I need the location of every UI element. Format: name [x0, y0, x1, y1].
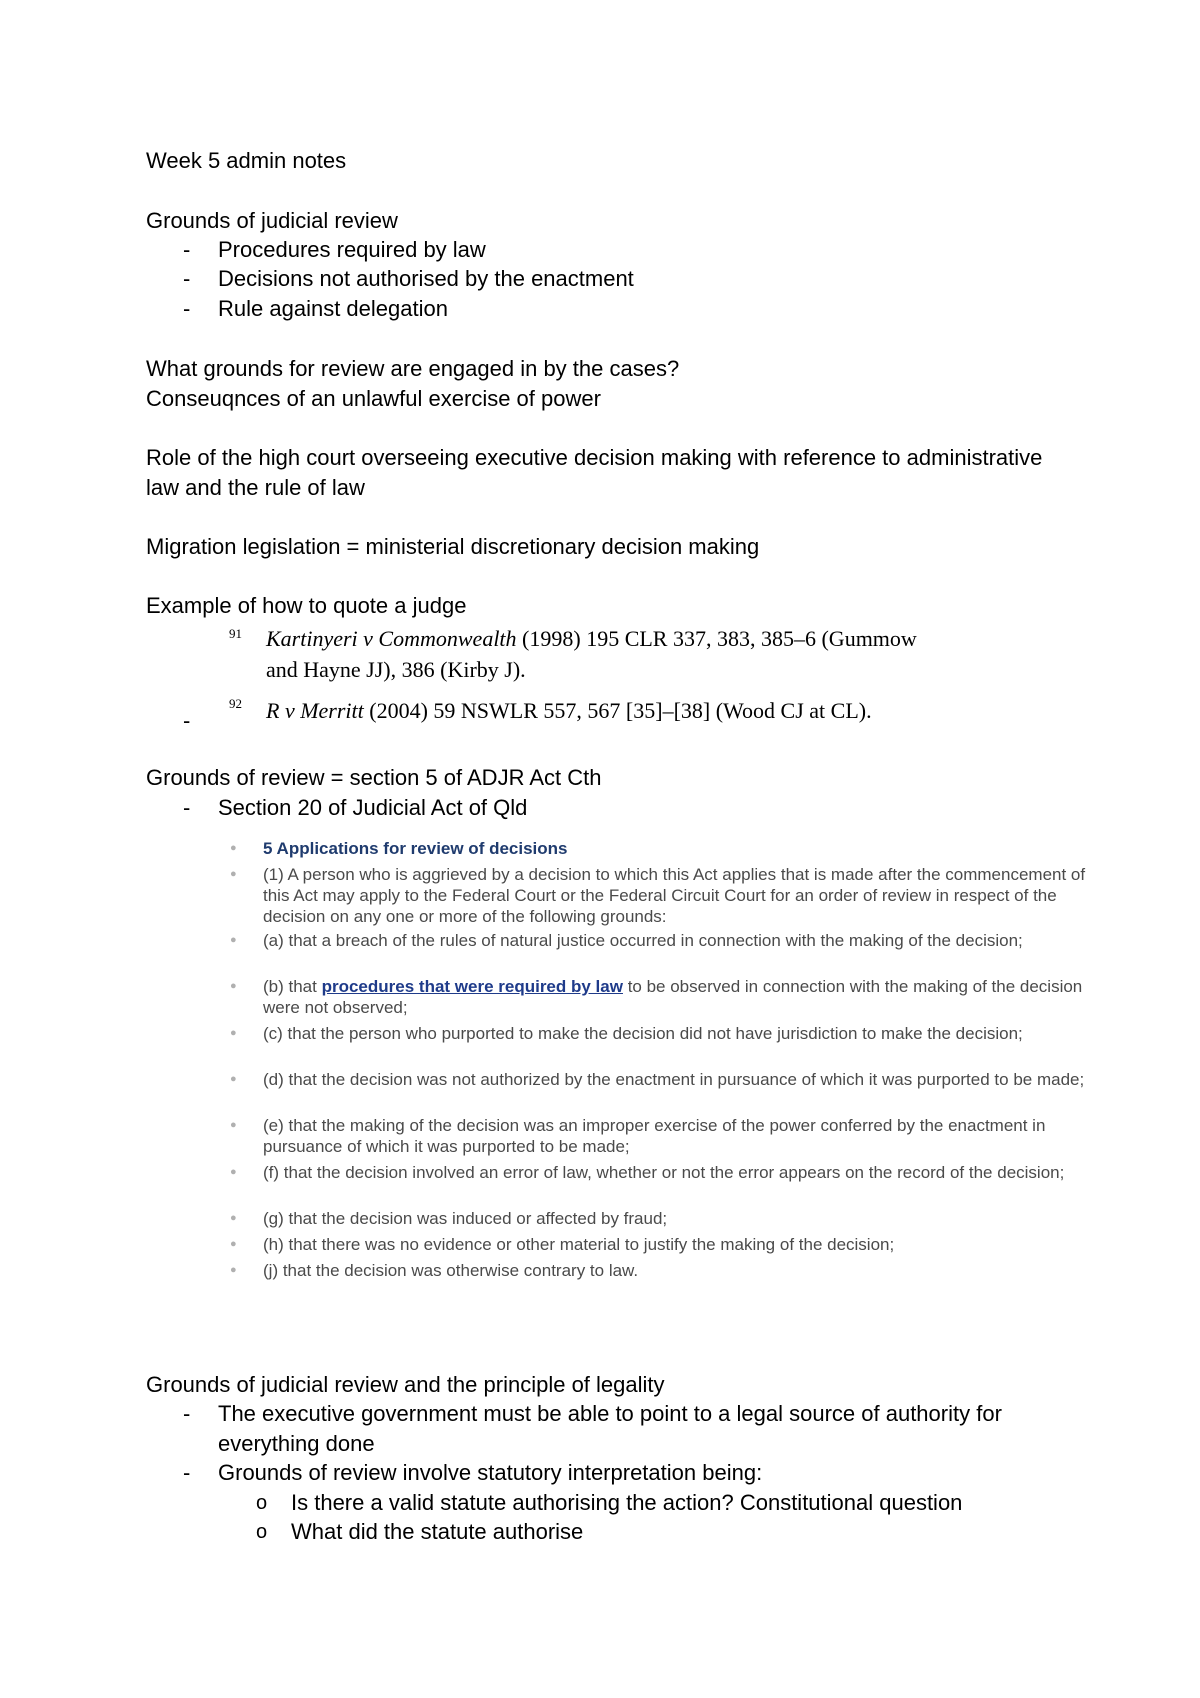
bullet-dot: ● [230, 1212, 237, 1224]
list-item: The executive government must be able to point to a legal source of authority for [218, 1401, 1002, 1426]
bullet-dot: ● [230, 1166, 237, 1178]
footnote-number: 91 [229, 626, 242, 641]
dash-bullet: - [183, 237, 191, 262]
dash-bullet: - [183, 708, 191, 733]
legislation-item-c: (c) that the person who purported to make the decision did not have jurisdiction to make the decision; [263, 1024, 1023, 1043]
role-paragraph-line2: law and the rule of law [146, 475, 365, 500]
bullet-dot: ● [230, 842, 237, 854]
citation-kartinyeri [266, 624, 917, 654]
dash-bullet: - [183, 296, 191, 321]
sub-list-item: What did the statute authorise [291, 1519, 584, 1544]
legislation-item-f: (f) that the decision involved an error of law, whether or not the error appears on the record of the decision; [263, 1163, 1065, 1182]
circle-bullet: o [256, 1521, 268, 1543]
legislation-item-a: (a) that a breach of the rules of natural justice occurred in connection with the making of the decision; [263, 931, 1023, 950]
migration-line: Migration legislation = ministerial discretionary decision making [146, 534, 760, 559]
legislation-heading: 5 Applications for review of decisions [263, 839, 568, 858]
legislation-para-1: (1) A person who is aggrieved by a decision to which this Act applies that is made after the commencement of this Act may apply to the Federal Court or the Federal Circuit Court for an order of review in respect of the decision on any one or more of the following grounds: [263, 865, 1086, 926]
dash-bullet: - [183, 795, 191, 820]
procedures-link[interactable]: procedures that were required by law [321, 977, 623, 996]
citation-kartinyeri-line2: and Hayne JJ), 386 (Kirby J). [266, 657, 526, 682]
legislation-item-j: (j) that the decision was otherwise contrary to law. [263, 1261, 639, 1280]
case-name: Kartinyeri v Commonwealth [266, 626, 517, 651]
section-heading-grounds: Grounds of judicial review [146, 208, 398, 233]
legislation-item-b [263, 976, 1103, 1018]
item-b-prefix: (b) that [263, 977, 322, 996]
grounds-section-heading: Grounds of review = section 5 of ADJR Act Cth [146, 765, 602, 790]
bullet-dot: ● [230, 1264, 237, 1276]
list-item-continuation: everything done [218, 1431, 375, 1456]
question-line: What grounds for review are engaged in by the cases? [146, 356, 680, 381]
bullet-dot: ● [230, 1119, 237, 1131]
legislation-item-e: (e) that the making of the decision was an improper exercise of the power conferred by the enactment in pursuance of which it was purported to be made; [263, 1116, 1046, 1156]
page-title: Week 5 admin notes [146, 148, 347, 173]
footnote-number: 92 [229, 696, 242, 711]
legality-section-heading: Grounds of judicial review and the principle of legality [146, 1372, 665, 1397]
dash-bullet: - [183, 1401, 191, 1426]
citation-detail: (1998) 195 CLR 337, 383, 385–6 (Gummow [516, 626, 917, 651]
citation-detail: (2004) 59 NSWLR 557, 567 [35]–[38] (Wood CJ at CL). [363, 698, 872, 723]
dash-bullet: - [183, 266, 191, 291]
bullet-dot: ● [230, 868, 237, 880]
list-item: Section 20 of Judicial Act of Qld [218, 795, 528, 820]
role-paragraph-line1: Role of the high court overseeing executive decision making with reference to administrative [146, 445, 1043, 470]
citation-merritt [266, 696, 872, 726]
case-name: R v Merritt [266, 698, 364, 723]
list-item: Grounds of review involve statutory interpretation being: [218, 1460, 763, 1485]
bullet-dot: ● [230, 1027, 237, 1039]
legislation-item-d: (d) that the decision was not authorized by the enactment in pursuance of which it was purported to be made; [263, 1070, 1085, 1089]
list-item: Procedures required by law [218, 237, 486, 262]
bullet-dot: ● [230, 1238, 237, 1250]
list-item: Decisions not authorised by the enactment [218, 266, 634, 291]
item-b-suffix: to be observed in connection with the making of the decision were not observed; [263, 977, 1083, 1017]
legislation-item-g: (g) that the decision was induced or affected by fraud; [263, 1209, 668, 1228]
dash-bullet: - [183, 1460, 191, 1485]
sub-list-item: Is there a valid statute authorising the action? Constitutional question [291, 1490, 963, 1515]
bullet-dot: ● [230, 1073, 237, 1085]
quote-example-heading: Example of how to quote a judge [146, 593, 467, 618]
bullet-dot: ● [230, 980, 237, 992]
bullet-dot: ● [230, 934, 237, 946]
list-item: Rule against delegation [218, 296, 448, 321]
circle-bullet: o [256, 1492, 268, 1514]
consequences-line: Conseuqnces of an unlawful exercise of power [146, 386, 601, 411]
legislation-item-h: (h) that there was no evidence or other material to justify the making of the decision; [263, 1235, 895, 1254]
